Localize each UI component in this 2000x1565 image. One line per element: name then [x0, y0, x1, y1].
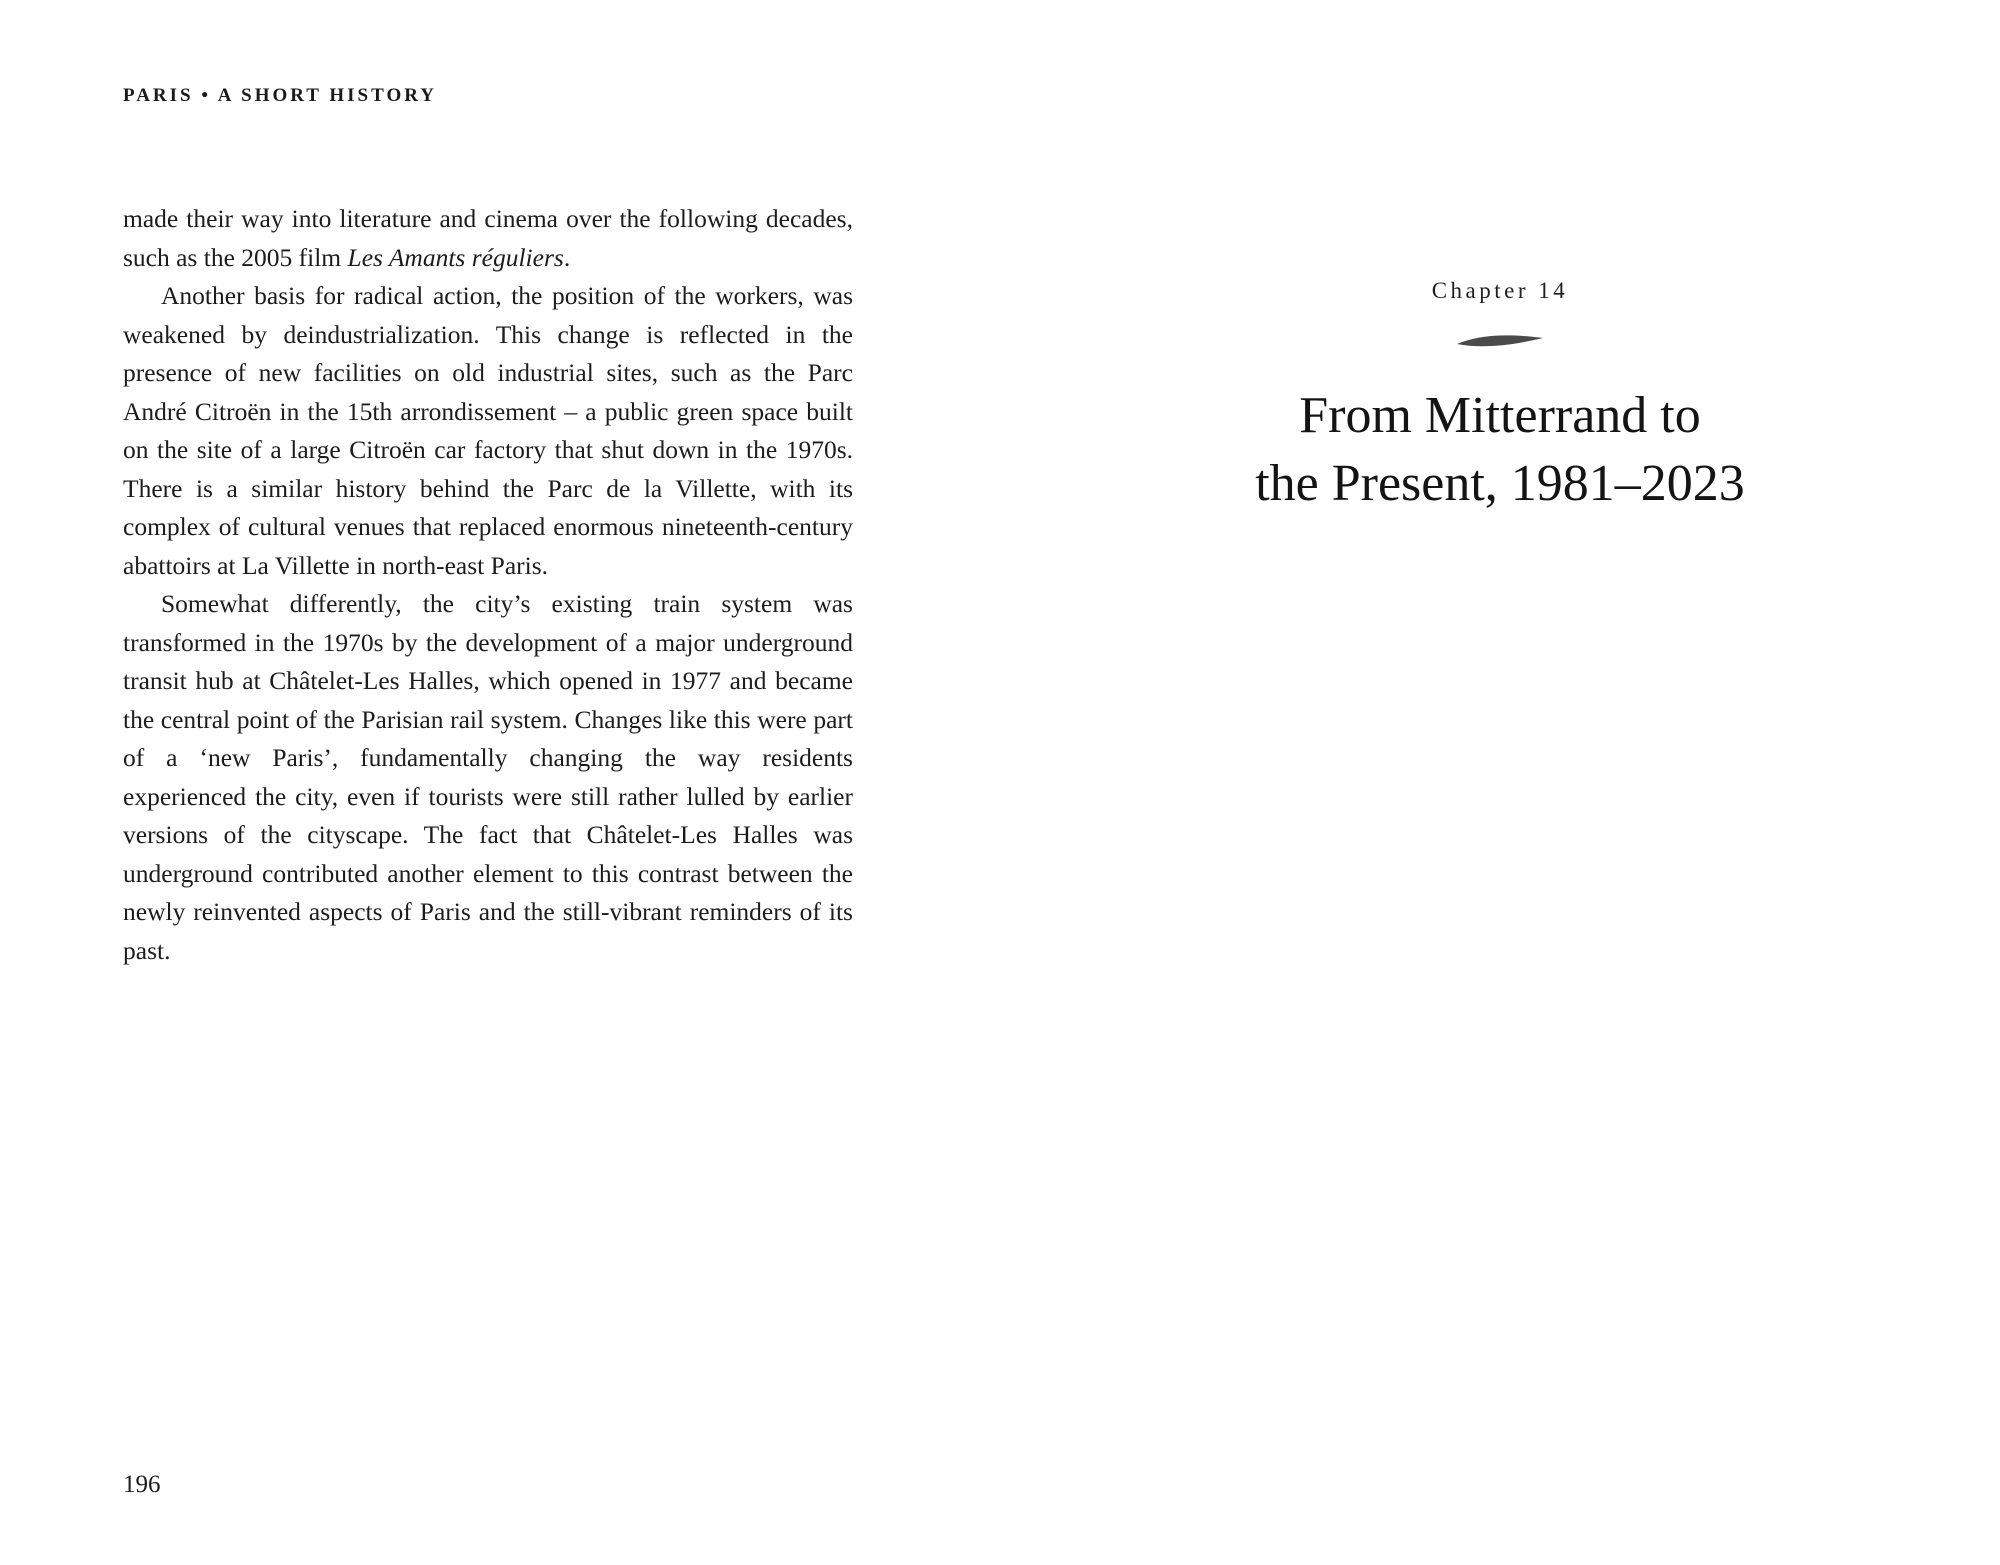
- body-paragraph-1: [123, 200, 853, 277]
- body-paragraph-3: Somewhat differently, the city’s existing train system was transformed in the 1970s by the development of a major underground transit hub at Châtelet-Les Halles, which opened in 1977 and became the central point of the Parisian rail system. Changes like this were part of a ‘new Paris’, fundamentally changing the way residents experienced the city, even if tourists were still rather lulled by earlier versions of the cityscape. The fact that Châtelet-Les Halles was underground contributed another element to this contrast between the newly reinvented aspects of Paris and the still-vibrant reminders of its past.: [123, 589, 853, 965]
- page-left: [123, 0, 853, 1565]
- paragraph-1-italic-title: Les Amants réguliers: [347, 242, 564, 272]
- chapter-title: [1000, 382, 2000, 518]
- chapter-title-line-1: From Mitterrand to: [1299, 387, 1701, 444]
- running-header: PARIS • A SHORT HISTORY: [123, 85, 438, 106]
- body-paragraph-2: Another basis for radical action, the position of the workers, was weakened by deindustrialization. This change is reflected in the presence of new facilities on old industrial sites, such as the Parc André Citroën in the 15th arrondissement – a public green space built on the site of a large Citroën car factory that shut down in the 1970s. There is a similar history behind the Parc de la Villette, with its complex of cultural venues that replaced enormous nineteenth-century abattoirs at La Villette in north-east Paris.: [123, 281, 853, 580]
- body-text: [123, 200, 853, 970]
- paragraph-1-end: .: [563, 242, 571, 272]
- page-right: [1000, 0, 2000, 1565]
- paragraph-1-text: made their way into literature and cinema over the following decades, such as the 2005 film: [123, 204, 853, 272]
- page-number: 196: [123, 1471, 161, 1498]
- chapter-title-line-2: the Present, 1981–2023: [1255, 455, 1745, 512]
- chapter-label: Chapter 14: [1431, 278, 1569, 303]
- leaf-ornament-icon: [1454, 330, 1546, 352]
- ornament-wrap: [1000, 330, 2000, 356]
